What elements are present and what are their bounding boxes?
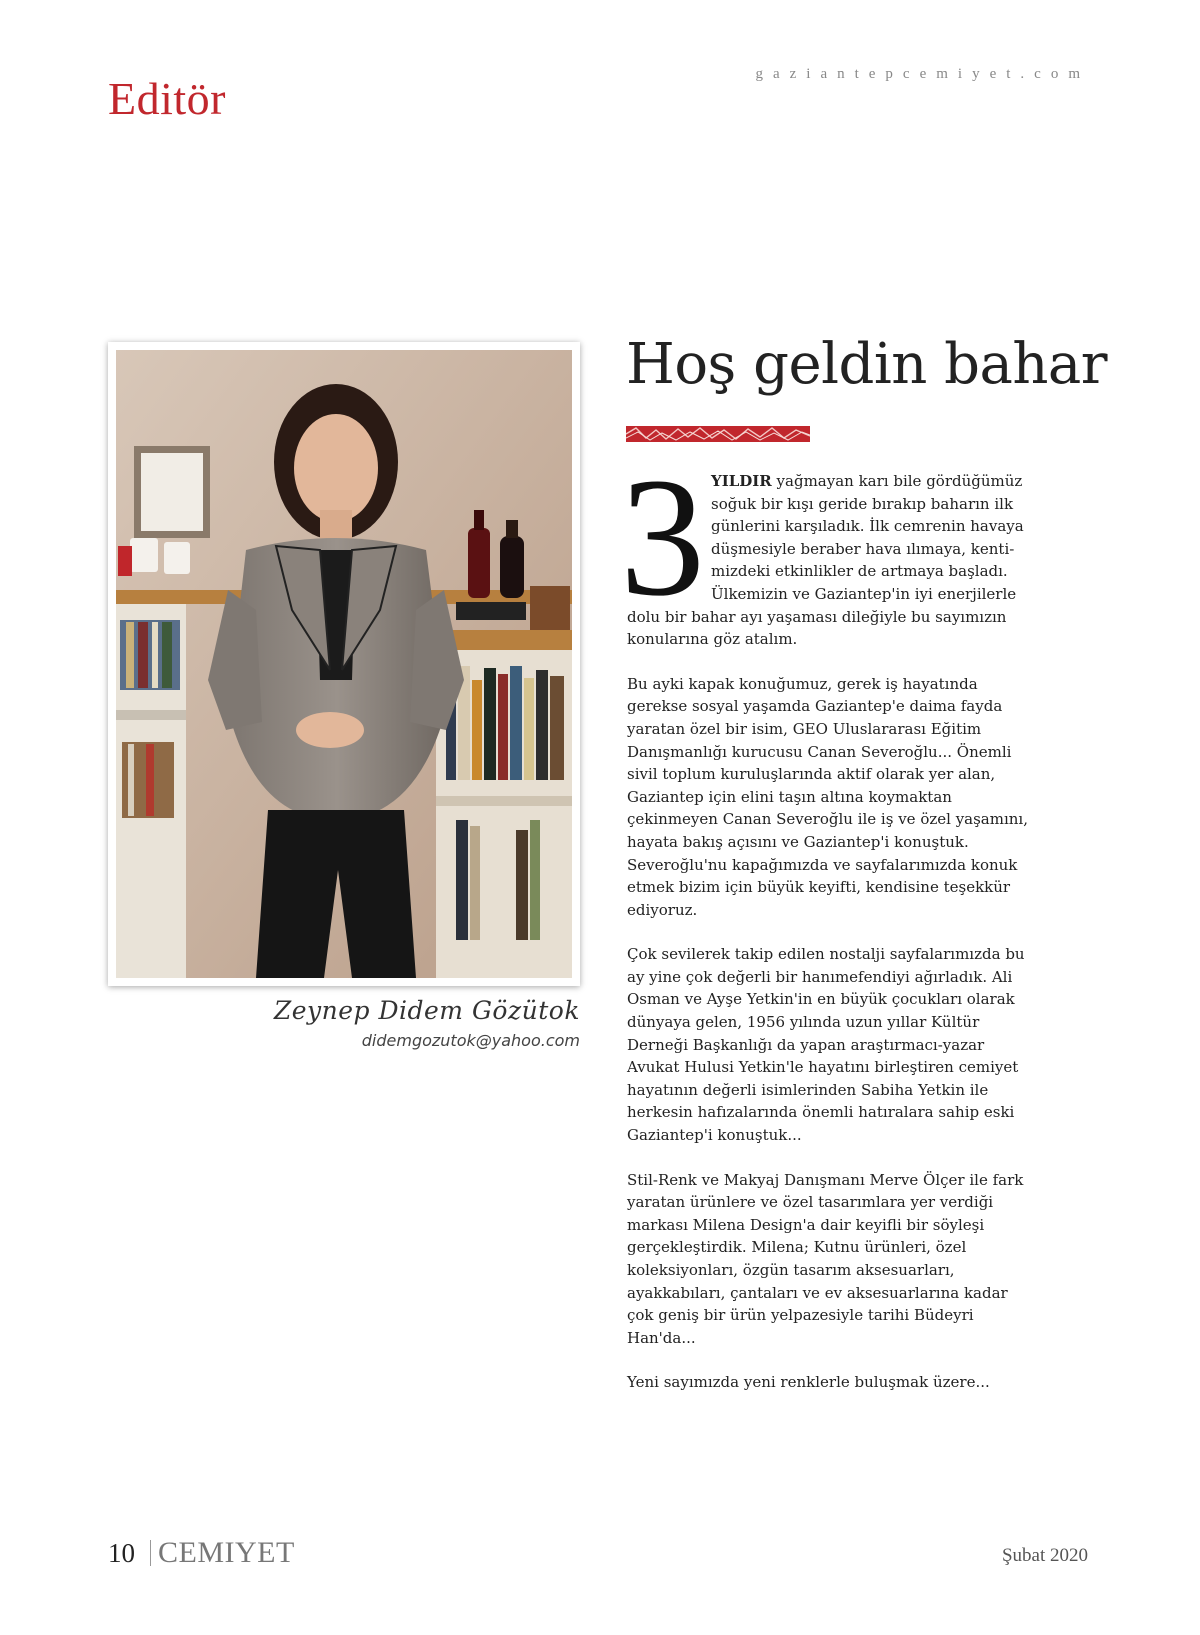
- body-paragraph: Stil-Renk ve Makyaj Danışmanı Merve Ölçer ile fark yaratan ürünlere ve özel tasarımlara yer verdiği markası Milena Design'a dair keyifli bir söyleşi gerçekleştirdik. Milena; Kutnu ürünleri, özel koleksiyonları, özgün tasarım aksesuarları, ayakkabıları, çantaları ve ev aksesuarlarına kadar çok geniş bir ürün yelpazesiyle tarihi Büdeyri Han'da...: [627, 1170, 1024, 1347]
- article-title: Hoş geldin bahar: [626, 332, 1108, 397]
- intro-line: Ülkemizin ve Gaziantep'in iyi enerjilerle: [711, 584, 1017, 603]
- intro-line: YILDIR yağmayan karı bile gördüğümüz: [711, 472, 1023, 490]
- intro-line: konularına göz atalım.: [627, 630, 798, 649]
- title-ornament: [626, 426, 810, 442]
- magazine-name: CEMIYET: [158, 1536, 295, 1569]
- intro-line: mizdeki etkinlikler de artmaya başladı.: [711, 562, 1008, 581]
- body-paragraph: Bu ayki kapak konuğumuz, gerek iş hayatında gerekse sosyal yaşamda Gaziantep'e daima fayda yaratan özel bir isim, GEO Uluslararası Eğitim Danışmanlığı kurucusu Canan Severoğlu... Önemli sivil toplum kuruluşlarında aktif olarak yer alan, Gaziantep için elini taşın altına koymaktan çekinmeyen Canan Severoğlu ile iş ve özel yaşamını, hayata bakış açısını ve Gaziantep'i konuştuk. Severoğlu'nu kapağımızda ve sayfalarımızda konuk etmek bizim için büyük keyifti, kendisine teşekkür ediyoruz.: [627, 674, 1028, 919]
- intro-line: düşmesiyle beraber hava ılımaya, kenti-: [711, 539, 1015, 558]
- lead-word: YILDIR: [711, 472, 772, 490]
- section-label: Editör: [108, 73, 226, 124]
- intro-line: günlerini karşıladık. İlk cemrenin havaya: [711, 517, 1024, 536]
- footer-divider: [150, 1540, 151, 1566]
- editor-photo: [108, 342, 580, 986]
- body-paragraph: Çok sevilerek takip edilen nostalji sayfalarımızda bu ay yine çok değerli bir hanımefendiyi ağırladık. Ali Osman ve Ayşe Yetkin'in en büyük çocukları olarak dünyaya gelen, 1956 yılında uzun yıllar Kültür Derneği Başkanlığı da yapan araştırmacı-yazar Avukat Hulusi Yetkin'le hayatını birleştiren cemiyet hayatının değerli isimlerinden Sabiha Yetkin ile herkesin hafızalarında önemli hatıralara sahip eski Gaziantep'i konuştuk...: [627, 945, 1025, 1145]
- author-name: Zeynep Didem Gözütok: [273, 996, 580, 1025]
- closing-line: Yeni sayımızda yeni renklerle buluşmak üzere...: [627, 1373, 990, 1392]
- site-url: gaziantepcemiyet.com: [755, 66, 1090, 82]
- intro-paragraph: [627, 470, 1035, 651]
- article-body: [627, 470, 1035, 1416]
- drop-cap: 3: [620, 443, 705, 631]
- author-email[interactable]: didemgozutok@yahoo.com: [361, 1031, 580, 1050]
- intro-line: soğuk bir kışı geride bırakıp baharın ilk: [711, 494, 1014, 513]
- page-number: 10: [108, 1538, 135, 1568]
- intro-line: dolu bir bahar ayı yaşaması dileğiyle bu sayımızın: [627, 607, 1007, 626]
- issue-date: Şubat 2020: [1001, 1545, 1088, 1566]
- editor-portrait-image: [116, 350, 572, 978]
